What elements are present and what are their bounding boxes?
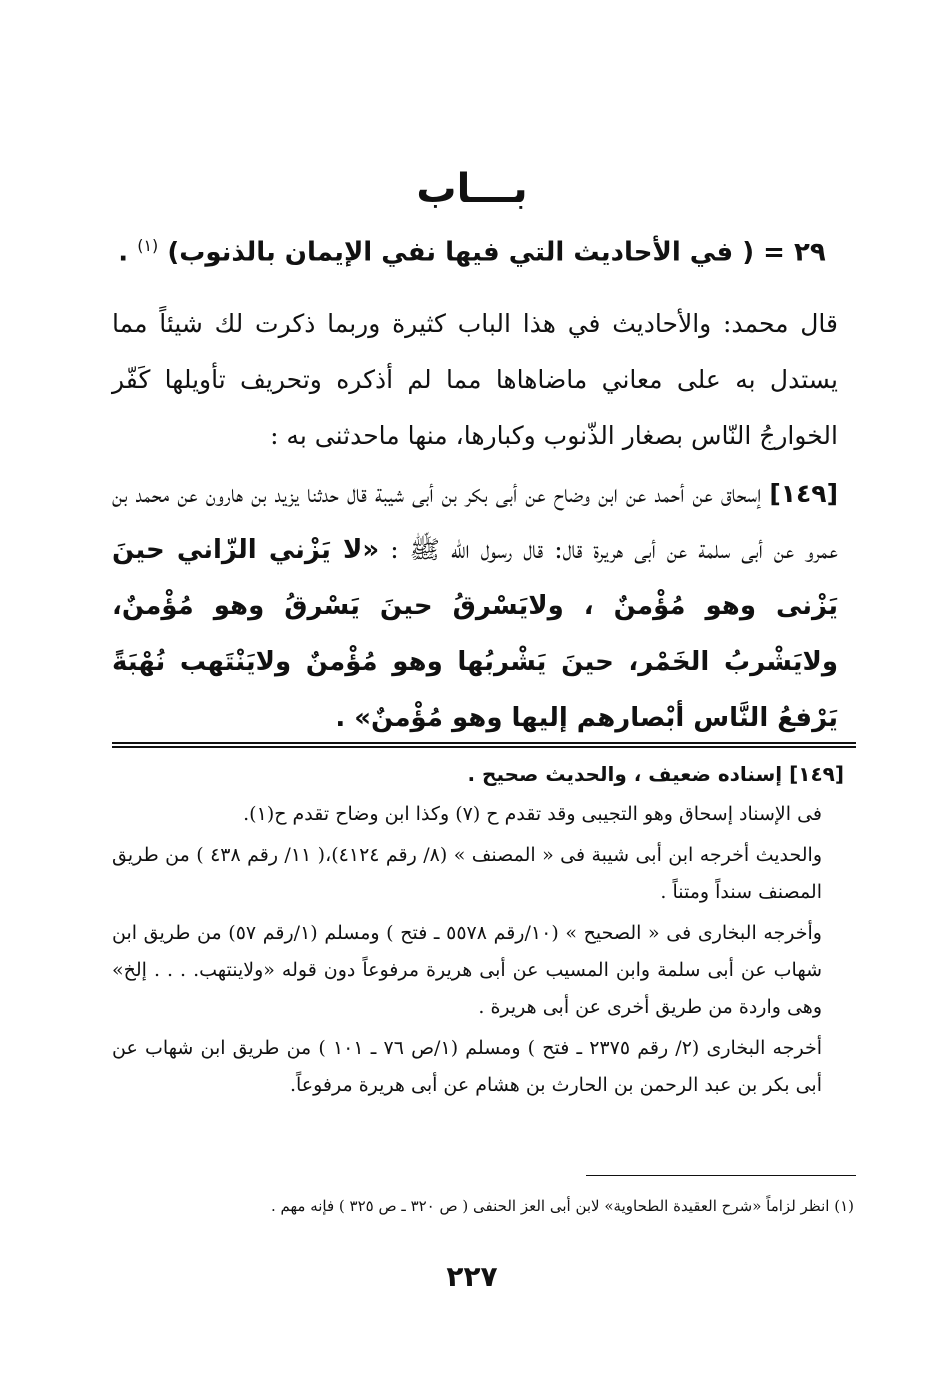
chapter-number: ٢٩ bbox=[793, 237, 826, 268]
commentary-notes bbox=[112, 754, 844, 1108]
note-paragraph: وأخرجه البخارى فى « الصحيح » (١٠/رقم ٥٥٧٨ ـ فتح ) ومسلم (١/رقم ٥٧) من طريق ابن شهاب عن أبى سلمة وابن المسيب عن أبى هريرة مرفوعاً دون قوله «ولاينتهب. . . . إلخ» وهى واردة من طريق أخرى عن أبى هريرة . bbox=[112, 922, 822, 1018]
notes-heading: [١٤٩] إسناده ضعيف ، والحديث صحيح . bbox=[467, 762, 844, 786]
chapter-title bbox=[100, 236, 844, 268]
intro-paragraph: قال محمد: والأحاديث في هذا الباب كثيرة وربما ذكرت لك شيئاً مما يستدل به على معاني ماضاهاها مما لم أذكره وتحريف تأويلها كَفّر الخوارجُ النّاس بصغار الذّنوب وكبارها، منها ماحدثنى به : bbox=[112, 309, 838, 450]
note-paragraph: والحديث أخرجه ابن أبى شيبة فى « المصنف » (٨/ رقم ٤١٢٤)،( ١١/ رقم ٤٣٨ ) من طريق المصنف سنداً ومتناً . bbox=[112, 844, 823, 903]
chapter-heading: بـــاب bbox=[416, 166, 528, 212]
section-divider bbox=[112, 742, 856, 748]
hadith-paragraph bbox=[112, 466, 838, 746]
footnote-reference[interactable]: (١) bbox=[137, 236, 159, 255]
chapter-title-end: . bbox=[118, 237, 129, 268]
hadith-isnad: إسحاق عن أحمد عن ابن وضاح عن أبى بكر بن أبى شيبة قال حدثنا يزيد بن هارون عن محمد بن عمرو عن أبى سلمة عن أبى هريرة قال: قال رسول الله ﷺ : bbox=[112, 479, 838, 564]
hadith-matn: «لا يَزْني الزّاني حينَ يَزْنى وهو مُؤْمنٌ ، ولايَسْرقُ حينَ يَسْرقُ وهو مُؤْمنٌ، ولايَشْربُ الخَمْر، حينَ يَشْربُها وهو مُؤْمنٌ ولايَنْتَهب نُهْبَةً يَرْفعُ النَّاس أبْصارهم إليها وهو مُؤْمنٌ» . bbox=[112, 535, 838, 733]
page-number: ٢٢٧ bbox=[446, 1260, 498, 1293]
chapter-title-text: = ( في الأحاديث التي فيها نفي الإيمان بالذنوب) bbox=[167, 237, 785, 268]
footnote: (١) انظر لزاماً «شرح العقيدة الطحاوية» لابن أبى العز الحنفى ( ص ٣٢٠ ـ ص ٣٢٥ ) فإنه مهم . bbox=[270, 1197, 854, 1215]
note-paragraph: فى الإسناد إسحاق وهو التجيبى وقد تقدم ح (٧) وكذا ابن وضاح تقدم ح(١). bbox=[243, 803, 822, 825]
footnote-divider bbox=[586, 1175, 856, 1176]
note-paragraph: أخرجه البخارى (٢/ رقم ٢٣٧٥ ـ فتح ) ومسلم (١/ص ٧٦ ـ ١٠١ ) من طريق ابن شهاب عن أبى بكر بن عبد الرحمن بن الحارث بن هشام عن أبى هريرة مرفوعاً. bbox=[112, 1037, 822, 1096]
hadith-number: [١٤٩] bbox=[769, 479, 838, 508]
